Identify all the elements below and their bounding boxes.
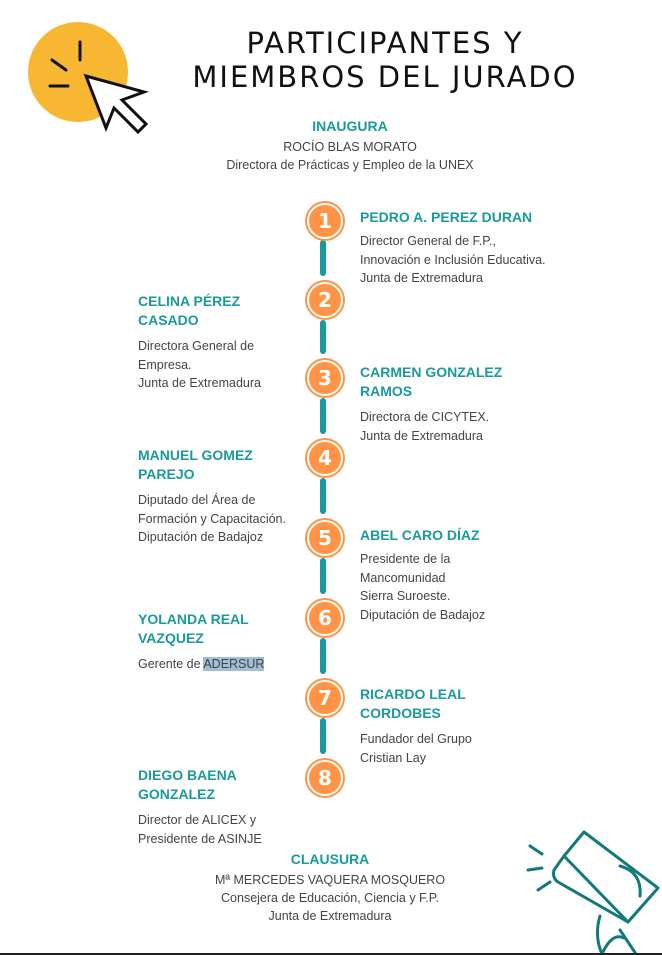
participant-role: Junta de Extremadura [360, 271, 483, 285]
participant-3 [360, 363, 650, 445]
participant-role: Diputado del Área de [138, 493, 256, 507]
clausura-section [140, 851, 520, 925]
participant-role: Director General de F.P., [360, 234, 496, 248]
participant-role: Innovación e Inclusión Educativa. [360, 252, 546, 267]
highlighted-text: ADERSUR [203, 657, 265, 671]
inaugura-role: Directora de Prácticas y Empleo de la UNEX [226, 158, 474, 172]
step-number-1: 1 [307, 203, 343, 239]
participant-name: VAZQUEZ [138, 630, 204, 646]
page-title [150, 26, 620, 94]
participant-name: YOLANDA REAL [138, 611, 249, 627]
step-number-8: 8 [307, 760, 343, 796]
participant-role: Empresa. [138, 357, 192, 372]
participant-5 [360, 526, 650, 624]
clausura-role: Consejera de Educación, Ciencia y F.P. [221, 891, 439, 905]
clausura-heading: CLAUSURA [290, 851, 370, 867]
timeline-connector [320, 638, 326, 674]
participant-role: Cristian Lay [360, 750, 426, 765]
participant-name: PEDRO A. PEREZ DURAN [360, 209, 533, 225]
participant-role: Junta de Extremadura [360, 428, 483, 443]
timeline-connector [320, 320, 326, 354]
step-number-7: 7 [307, 680, 343, 716]
title-line-2: MIEMBROS DEL JURADO [192, 60, 578, 94]
participant-name: MANUEL GOMEZ [138, 447, 253, 463]
inaugura-name: ROCÍO BLAS MORATO [283, 140, 417, 154]
participant-name: CASADO [138, 312, 199, 328]
participant-role: Formación y Capacitación. [138, 511, 286, 526]
participant-role [138, 655, 313, 674]
clausura-role: Junta de Extremadura [268, 909, 392, 923]
participant-name: ABEL CARO DÍAZ [360, 527, 480, 543]
participant-2 [138, 292, 308, 393]
step-number-3: 3 [307, 360, 343, 396]
participant-name: CORDOBES [360, 705, 441, 721]
participant-role: Fundador del Grupo [360, 732, 472, 746]
participant-role: Diputación de Badajoz [138, 530, 264, 544]
timeline-connector [320, 478, 326, 514]
click-cursor-icon [20, 20, 165, 145]
role-prefix: Gerente de [138, 657, 204, 671]
participant-role: Director de ALICEX y [138, 813, 257, 827]
participant-role: Junta de Extremadura [138, 376, 261, 390]
participant-name: GONZALEZ [138, 786, 215, 802]
participant-1 [360, 208, 650, 288]
inaugura-heading: INAUGURA [312, 118, 388, 134]
step-number-5: 5 [307, 520, 343, 556]
participant-name: PAREJO [138, 466, 195, 482]
step-number-2: 2 [307, 282, 343, 318]
title-line-1: PARTICIPANTES Y [246, 26, 524, 60]
clausura-name: Mª MERCEDES VAQUERA MOSQUERO [214, 873, 446, 887]
participant-role: Diputación de Badajoz [360, 607, 486, 622]
participant-role: Presidente de ASINJE [138, 831, 262, 846]
participant-role: Directora General de [138, 339, 255, 353]
participant-name: RAMOS [360, 383, 413, 399]
timeline-connector [320, 718, 326, 754]
participant-name: DIEGO BAENA [138, 767, 237, 783]
participant-4 [138, 446, 313, 547]
participant-role: Presidente de la [360, 552, 451, 566]
participant-name: CELINA PÉREZ [138, 293, 241, 309]
megaphone-icon [524, 826, 662, 954]
participant-role: Directora de CICYTEX. [360, 410, 490, 424]
participant-role: Mancomunidad [360, 570, 446, 585]
participant-8 [138, 766, 313, 848]
timeline-connector [320, 558, 326, 594]
participant-name: CARMEN GONZALEZ [360, 364, 503, 380]
participant-7 [360, 685, 650, 767]
inaugura-section [150, 118, 550, 174]
step-number-6: 6 [307, 600, 343, 636]
timeline-connector [320, 240, 326, 276]
participant-6 [138, 610, 313, 674]
participant-name: RICARDO LEAL [360, 686, 466, 702]
step-number-4: 4 [307, 440, 343, 476]
participant-role: Sierra Suroeste. [360, 589, 451, 603]
timeline-connector [320, 398, 326, 434]
